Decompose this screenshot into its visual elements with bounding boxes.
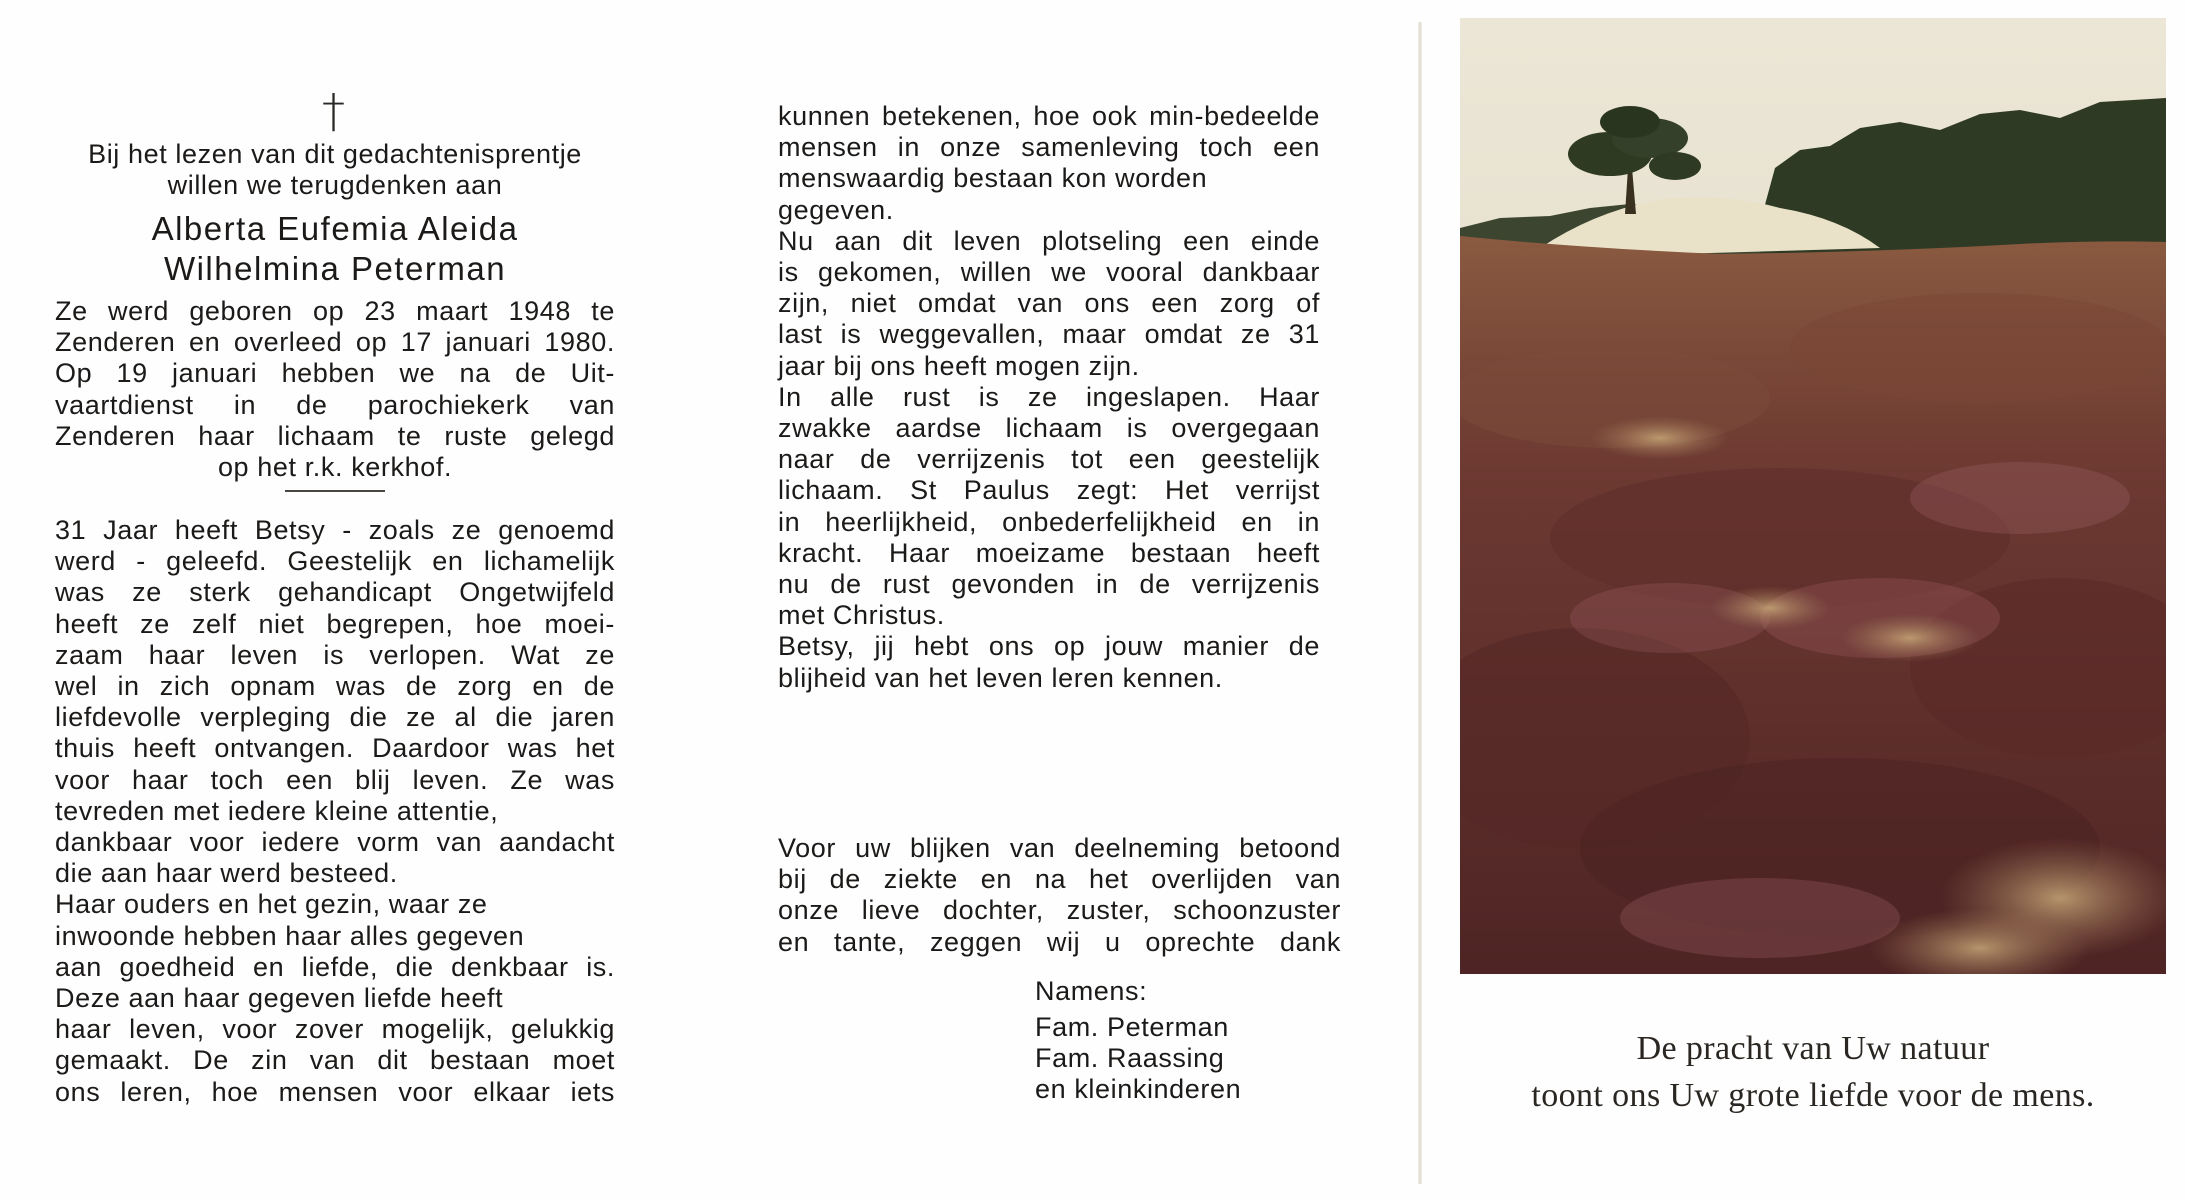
verse-line2: toont ons Uw grote liefde voor de mens. xyxy=(1531,1077,2095,1114)
verse-line1: De pracht van Uw natuur xyxy=(1636,1030,1990,1067)
continuation-line: menswaardig bestaan kon worden xyxy=(778,163,1208,194)
family-name: Fam. Raassing xyxy=(1035,1043,1225,1074)
cross-symbol: † xyxy=(322,84,345,138)
heathland-illustration xyxy=(1460,18,2166,974)
family-name: en kleinkinderen xyxy=(1035,1074,1242,1105)
story-line: inwoonde hebben haar alles gegeven xyxy=(55,920,525,951)
thanks-line: bij de ziekte en na het overlijden van xyxy=(778,864,1341,895)
intro-text xyxy=(55,139,615,201)
heathland-photo xyxy=(1460,18,2166,974)
story-line: thuis heeft ontvangen. Daardoor was het xyxy=(55,733,615,764)
dates-line: Zenderen haar lichaam te ruste gelegd xyxy=(55,420,615,451)
continuation-line: kracht. Haar moeizame bestaan heeft xyxy=(778,537,1320,568)
story-line: tevreden met iedere kleine attentie, xyxy=(55,795,499,826)
story-line: was ze sterk gehandicapt Ongetwijfeld xyxy=(55,577,615,608)
story-line: liefdevolle verpleging die ze al die jaren xyxy=(55,702,615,733)
intro-line: willen we terugdenken aan xyxy=(167,170,503,201)
dates-line: Zenderen en overleed op 17 januari 1980. xyxy=(55,327,615,358)
story-line: zaam haar leven is verlopen. Wat ze xyxy=(55,639,615,670)
thanks-line: Voor uw blijken van deelneming betoond xyxy=(778,833,1341,863)
continuation-line: mensen in onze samenleving toch een xyxy=(778,132,1320,163)
continuation-line: nu de rust gevonden in de verrijzenis xyxy=(778,569,1320,600)
continuation-line: jaar bij ons heeft mogen zijn. xyxy=(778,350,1140,381)
continuation-line: In alle rust is ze ingeslapen. Haar xyxy=(778,381,1320,412)
thanks-line: onze lieve dochter, zuster, schoonzuster xyxy=(778,895,1341,926)
continuation-line: met Christus. xyxy=(778,600,945,631)
continuation-line: is gekomen, willen we vooral dankbaar xyxy=(778,257,1320,288)
continuation-line: gegeven. xyxy=(778,194,894,225)
continuation-line: kunnen betekenen, hoe ook min-bedeelde xyxy=(778,101,1320,131)
continuation-line: in heerlijkheid, onbederfelijkheid en in xyxy=(778,506,1320,537)
intro-line: Bij het lezen van dit gedachtenisprentje xyxy=(88,139,582,169)
continuation-line: last is weggevallen, maar omdat ze 31 xyxy=(778,319,1320,350)
dates-line: vaartdienst in de parochiekerk van xyxy=(55,389,615,420)
dates-line: Op 19 januari hebben we na de Uit- xyxy=(55,358,615,389)
deceased-name-line2: Wilhelmina Peterman xyxy=(163,250,507,287)
continuation-line: blijheid van het leven leren kennen. xyxy=(778,662,1223,693)
continuation-line: zwakke aardse lichaam is overgegaan xyxy=(778,413,1320,444)
deceased-name-line1: Alberta Eufemia Aleida xyxy=(151,210,519,247)
story-line: voor haar toch een blij leven. Ze was xyxy=(55,764,615,795)
namens-line: Namens: xyxy=(1035,976,1148,1006)
story-line: wel in zich opnam was de zorg en de xyxy=(55,671,615,702)
continuation-line: lichaam. St Paulus zegt: Het verrijst xyxy=(778,475,1320,506)
thanks-text xyxy=(778,833,1341,958)
story-line: dankbaar voor iedere vorm van aandacht xyxy=(55,827,615,858)
divider xyxy=(285,490,385,492)
story-line: werd - geleefd. Geestelijk en lichamelijk xyxy=(55,546,615,577)
continuation-line: Nu aan dit leven plotseling een einde xyxy=(778,225,1320,256)
story-line: gemaakt. De zin van dit bestaan moet xyxy=(55,1045,615,1076)
family-names xyxy=(1035,1012,1355,1106)
story-line: heeft ze zelf niet begrepen, hoe moei- xyxy=(55,608,615,639)
story-line: die aan haar werd besteed. xyxy=(55,858,398,889)
family-name: Fam. Peterman xyxy=(1035,1012,1229,1042)
story-line: ons leren, hoe mensen voor elkaar iets xyxy=(55,1076,615,1107)
dates-line: op het r.k. kerkhof. xyxy=(217,452,453,483)
story-line: aan goedheid en liefde, die denkbaar is. xyxy=(55,951,615,982)
continuation-line: naar de verrijzenis tot een geestelijk xyxy=(778,444,1320,475)
namens-label xyxy=(1035,976,1335,1007)
continuation-line: Betsy, jij hebt ons op jouw manier de xyxy=(778,631,1320,662)
thanks-line: en tante, zeggen wij u oprechte dank xyxy=(778,926,1341,957)
continuation-text xyxy=(778,101,1320,694)
story-line: Deze aan haar gegeven liefde heeft xyxy=(55,983,504,1014)
story-line: 31 Jaar heeft Betsy - zoals ze genoemd xyxy=(55,515,615,545)
dates-line: Ze werd geboren op 23 maart 1948 te xyxy=(55,296,615,326)
story-line: haar leven, voor zover mogelijk, gelukkig xyxy=(55,1014,615,1045)
birth-death-text xyxy=(55,296,615,483)
story-line: Haar ouders en het gezin, waar ze xyxy=(55,889,488,920)
continuation-line: zijn, niet omdat van ons een zorg of xyxy=(778,288,1320,319)
story-text xyxy=(55,515,615,1108)
